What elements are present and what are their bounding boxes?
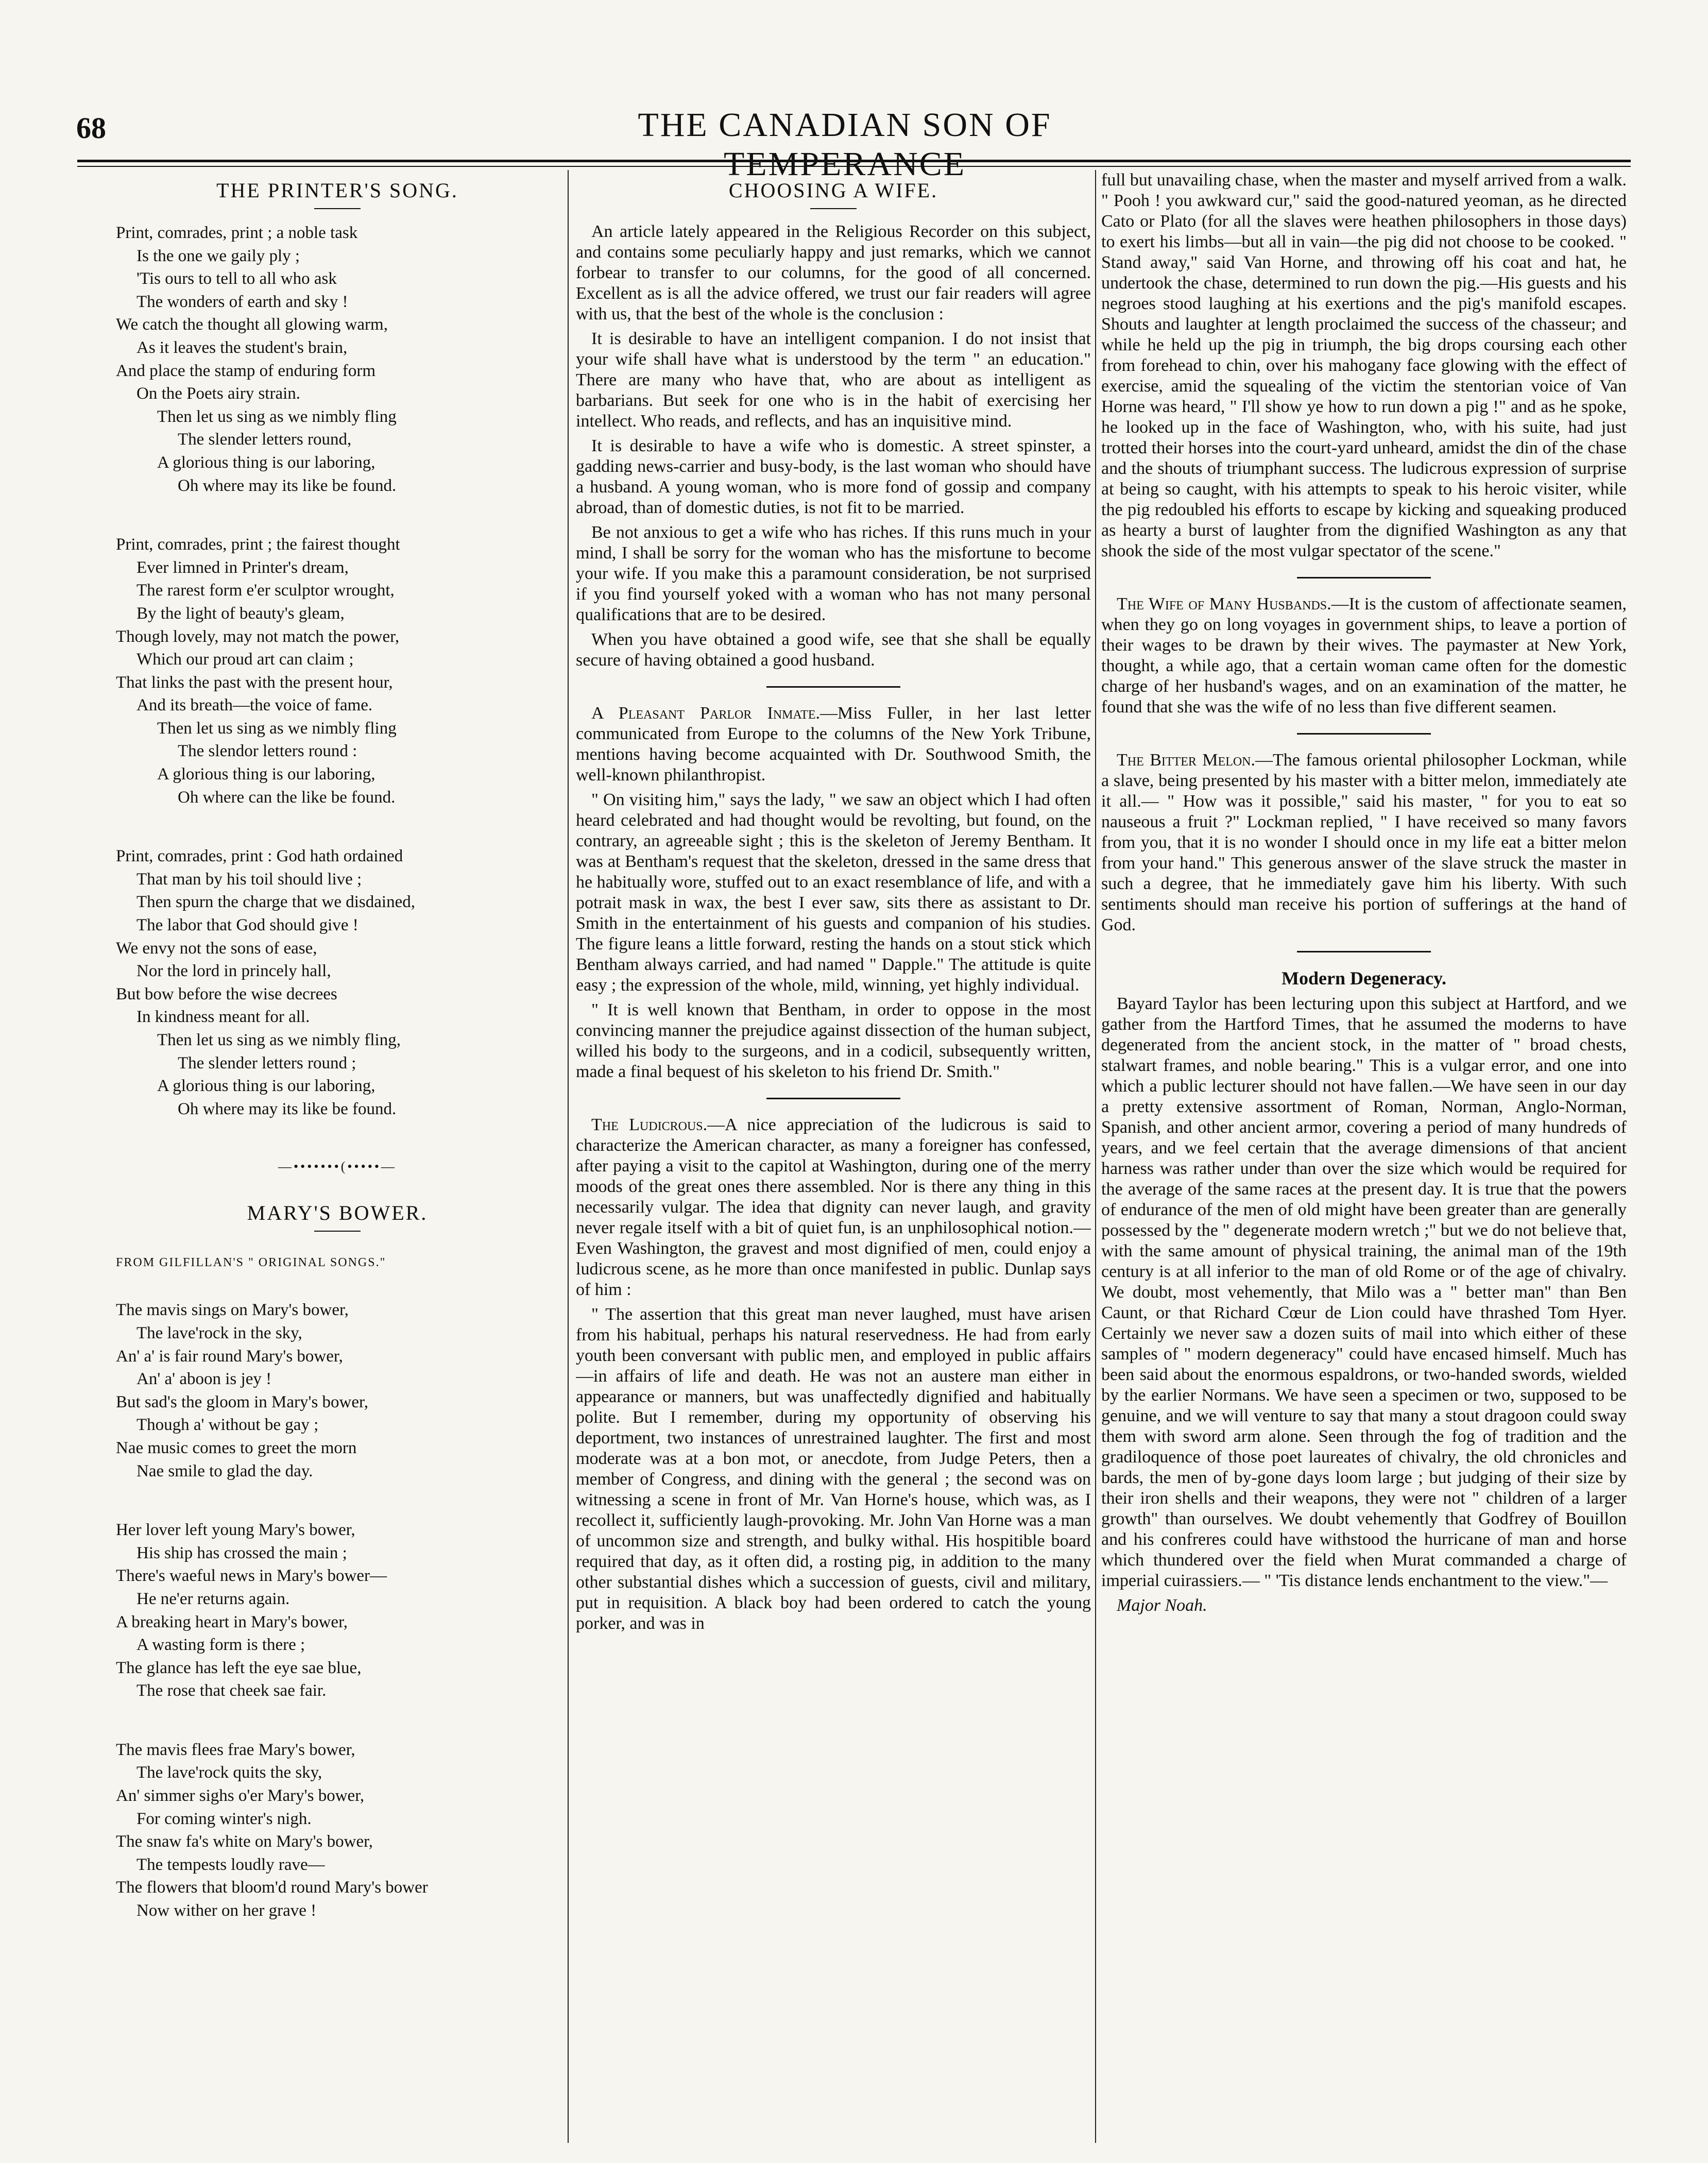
poem-line: Though lovely, may not match the power,: [116, 627, 400, 646]
runin-heading: A Pleasant Parlor Inmate.: [591, 704, 820, 723]
poem-line: And its breath—the voice of fame.: [136, 696, 373, 715]
poem-line: A glorious thing is our laboring,: [157, 765, 375, 784]
poem-line: Nae music comes to greet the morn: [116, 1438, 357, 1457]
poem-line: There's waeful news in Mary's bower—: [116, 1566, 387, 1586]
poem-line: The slender letters round,: [178, 430, 352, 449]
poem-line: Print, comrades, print ; the fairest thought: [116, 535, 400, 554]
article-paragraph: " On visiting him," says the lady, " we saw an object which I had often heard celebrated and had thought would be revolting, but found, on the contrary, an agreeable sight ; this is the skeleton of Jeremy Bentham. It was at Bentham's request that the skeleton, dressed in the same dress that he habitually wore, stuffed out to an exact resemblance of life, and with a potrait mask in wax, the best I ever saw, sits there as assistant to Dr. Smith in the entertainment of his guests and companion of his studies. The figure leans a little forward, resting the hands on a stout stick which Bentham always carried, and had named " Dapple." The attitude is quite easy ; the expression of the whole, mild, winning, yet highly individual.: [576, 790, 1091, 995]
poem-line: Oh where may its like be found.: [178, 476, 397, 495]
article-paragraph-ludicrous: [576, 1115, 1091, 1300]
poem-line: Though a' without be gay ;: [136, 1416, 319, 1435]
poem-line: The glance has left the eye sae blue,: [116, 1658, 362, 1677]
article-paragraph-continued: full but unavailing chase, when the master and myself arrived from a walk. " Pooh ! you awkward cur," said the good-natured yeoman, as he directed Cato or Plato (for all the slaves were heathen philosophers in those days) to exert his limbs—but all in vain—the pig did not choose to be cooked. " Stand away," said Van Horne, and throwing off his coat and hat, he undertook the chase, determined to run down the pig.—His guests and his negroes stood laughing at his exertions and the pig's manifold escapes. Shouts and laughter at length proclaimed the success of the chasseur; and while he held up the pig in triumph, the big drops coursing each other from forehead to chin, over his mahogany face glowing with the effect of exercise, amid the squealing of the victim the stentorian voice of Van Horne was heard, " I'll show ye how to run down a pig !" and as he spoke, he looked up in the face of Washington, who, with his suite, had just trotted their horses into the court-yard unheard, amidst the din of the chase and the shouts of triumphant success. The ludicrous expression of surprise at being so caught, with his attempts to speak to his heroic visiter, while the pig redoubled his efforts to escape by kicking and squeaking produced as hearty a burst of laughter from the dignified Washington as any that shook the side of the most vulgar spectator of the scene.": [1101, 171, 1627, 560]
poem-line: Her lover left young Mary's bower,: [116, 1521, 355, 1540]
poem-line: For coming winter's nigh.: [136, 1809, 312, 1828]
page-header: [0, 100, 1708, 183]
poem-stanza: [116, 845, 559, 1120]
article-paragraph: Be not anxious to get a wife who has riches. If this runs much in your mind, I shall be sorry for the woman who has the misfortune to become your wife. If you make this a paramount consideration, be not surprised if you find yourself yoked with a woman who has not many personal qualifications that are to be desired.: [576, 523, 1091, 624]
article-paragraph: An article lately appeared in the Religious Recorder on this subject, and contains some peculiarly happy and just remarks, which we cannot forbear to transfer to our columns, for the good of all concerned. Excellent as is all the advice offered, we trust our fair readers will agree with us, that the best of the whole is the conclusion :: [576, 222, 1091, 323]
poem-line: The slendor letters round :: [178, 742, 357, 761]
poem-stanza: [116, 1739, 559, 1922]
header-rule: [77, 160, 1631, 162]
title-dash: [810, 208, 857, 209]
poem-attribution: FROM GILFILLAN'S " ORIGINAL SONGS.": [116, 1256, 386, 1270]
masthead-title: THE CANADIAN SON OF TEMPERANCE: [638, 106, 1052, 183]
runin-heading: The Ludicrous.: [591, 1115, 708, 1134]
article-title-modern-degeneracy: Modern Degeneracy.: [1282, 968, 1446, 989]
poem-title-printers-song: THE PRINTER'S SONG.: [216, 179, 458, 202]
article-paragraph: It is desirable to have a wife who is domestic. A street spinster, a gadding news-carrier and busy-body, is the last woman who should have a husband. A young woman, who is more fond of gossip and company abroad, than of domestic duties, is not fit to be married.: [576, 436, 1091, 517]
poem-line: But bow before the wise decrees: [116, 984, 337, 1003]
page-number: 68: [76, 111, 106, 145]
section-rule: [1297, 951, 1431, 952]
poem-line: A wasting form is there ;: [136, 1636, 305, 1655]
poem-line: We catch the thought all glowing warm,: [116, 315, 388, 334]
poem-line: The lave'rock quits the sky,: [136, 1763, 322, 1782]
poem-line: An' a' aboon is jey !: [136, 1370, 272, 1389]
poem-title-marys-bower: MARY'S BOWER.: [247, 1201, 428, 1225]
poem-line: In kindness meant for all.: [136, 1008, 310, 1027]
poem-line: The snaw fa's white on Mary's bower,: [116, 1832, 373, 1851]
poem-line: But sad's the gloom in Mary's bower,: [116, 1392, 368, 1411]
poem-line: The wonders of earth and sky !: [136, 292, 348, 311]
column-divider: [568, 170, 569, 2143]
paragraph-text: —A nice appreciation of the ludicrous is said to characterize the American character, as many a foreigner has confessed, after paying a visit to the capitol at Washington, during one of the merry moods of the great ones there assembled. Nor is there any thing in this necessarily vulgar. The idea that dignity can never laugh, and gravity never regale itself with a bit of quiet fun, is an unphilosophical notion.—Even Washington, the gravest and most dignified of men, could enjoy a ludicrous scene, as he more than once manifested in public. Dunlap says of him :: [576, 1115, 1091, 1299]
poem-line: An' simmer sighs o'er Mary's bower,: [116, 1786, 365, 1806]
poem-stanza: [116, 1299, 559, 1483]
poem-line: That links the past with the present hour,: [116, 673, 393, 692]
poem-line: A breaking heart in Mary's bower,: [116, 1612, 348, 1631]
paragraph-text: —It is the custom of affectionate seamen, when they go on long voyages in government ships, to leave a portion of their wages to be drawn by their wives. The paymaster at New York, thought, a while ago, that a certain woman came often for the domestic charge of her husband's wages, and on an examination of the matter, he found that she was the wife of no less than five different seamen.: [1101, 594, 1627, 717]
poem-line: The slender letters round ;: [178, 1053, 356, 1072]
title-dash: [314, 208, 361, 209]
poem-stanza: [116, 533, 559, 809]
ornamental-divider: —•••••••(•••••—: [278, 1159, 397, 1174]
poem-line: By the light of beauty's gleam,: [136, 604, 345, 623]
poem-line: Nor the lord in princely hall,: [136, 962, 331, 981]
poem-line: Then let us sing as we nimbly fling,: [157, 1031, 401, 1049]
poem-line: The mavis flees frae Mary's bower,: [116, 1740, 355, 1759]
printers-song-body: [116, 222, 559, 1120]
paragraph-text: —The famous oriental philosopher Lockman, while a slave, being presented by his master with a bitter melon, immediately ate it all.— " How was it possible," said his master, " for you to eat so nauseous a fruit ?" Lockman replied, " I have received so many favors from you, that it is no wonder I should once in my life eat a bitter melon from your hand." This generous answer of the slave struck the master in such a degree, that he immediately gave him his liberty. With such sentiments should man receive his portion of sufferings at the hand of God.: [1101, 751, 1627, 934]
paragraph-text: —Miss Fuller, in her last letter communicated from Europe to the columns of the New York Tribune, mentions having become acquainted with Dr. Southwood Smith, the well-known philanthropist.: [576, 704, 1091, 785]
poem-line: As it leaves the student's brain,: [136, 338, 348, 357]
poem-line: The tempests loudly rave—: [136, 1855, 325, 1874]
column-middle: [576, 170, 1091, 2143]
article-paragraph: Bayard Taylor has been lecturing upon this subject at Hartford, and we gather from the Hartford Times, that he assumed the moderns to have degenerated from the ancient stock, in the matter of " broad chests, stalwart frames, and noble bearing." This is a vulgar error, and one into which a public lecturer should not have fallen.—We have seen in our day a pretty extensive assortment of Roman, Norman, Anglo-Norman, Spanish, and other ancient armor, covering a period of many hundreds of years, and we feel certain that the average dimensions of that ancient harness was rather under than over the size which would be required for the average of the same races at the present day. It is true that the powers of endurance of the men of old might have been greater than are generally possessed by the " degenerate modern wretch ;" but we do not believe that, with the same amount of physical training, the animal man of the 19th century is at all inferior to the man of old Rome or of the age of chivalry. We doubt, most vehemently, that Milo was a " better man" than Ben Caunt, or that Richard Cœur de Lion could have thrashed Tom Hyer. Certainly we never saw a dozen suits of mail into which either of these samples of " modern degeneracy" could have encased himself. Much has been said about the enormous espaldrons, or two-handed swords, wielded by the earlier Normans. We have seen a specimen or two, supposed to be genuine, and we will venture to say that many a stout dragoon could sway them with sword arm alone. Seen through the fog of tradition and the gradiloquence of those poet laureates of chivalry, the old chronicles and bards, the men of by-gone days loom large ; but judging of their size by their iron shells and their weapons, they were not " children of a larger growth" than ourselves. We doubt vehemently that Godfrey of Bouillon and his confreres could have withstood the hurricane of man and horse which thundered over the field when Murat commanded a charge of imperial cuirassiers.— " 'Tis distance lends enchantment to the view."—: [1101, 994, 1627, 1590]
poem-line: A glorious thing is our laboring,: [157, 1077, 375, 1096]
poem-line: Ever limned in Printer's dream,: [136, 558, 349, 577]
section-rule: [1297, 577, 1431, 578]
poem-line: Now wither on her grave !: [136, 1901, 317, 1920]
poem-line: The flowers that bloom'd round Mary's bower: [116, 1878, 428, 1897]
poem-line: Then spurn the charge that we disdained,: [136, 893, 415, 912]
runin-heading: The Bitter Melon.: [1117, 751, 1256, 770]
article-paragraph: It is desirable to have an intelligent companion. I do not insist that your wife shall have what is understood by the term " an education." There are many who have that, who are about as intelligent as barbarians. But seek for one who is in the habit of exercising her intellect. Who reads, and reflects, and has an inquisitive mind.: [576, 329, 1091, 431]
poem-line: The lave'rock in the sky,: [136, 1323, 302, 1342]
title-dash: [314, 1231, 361, 1232]
header-rule-thin: [77, 166, 1631, 167]
section-rule: [766, 1098, 900, 1099]
article-paragraph-bitter-melon: [1101, 750, 1627, 935]
poem-line: Oh where can the like be found.: [178, 788, 396, 807]
poem-line: On the Poets airy strain.: [136, 384, 301, 403]
poem-line: Oh where may its like be found.: [178, 1099, 397, 1118]
poem-line: The labor that God should give !: [136, 916, 358, 935]
poem-stanza: [116, 1519, 559, 1702]
poem-line: Then let us sing as we nimbly fling: [157, 719, 397, 738]
poem-line: Print, comrades, print : God hath ordained: [116, 847, 403, 866]
column-divider: [1095, 170, 1096, 2143]
poem-line: The rarest form e'er sculptor wrought,: [136, 581, 395, 600]
section-rule: [1297, 733, 1431, 735]
poem-line: Is the one we gaily ply ;: [136, 246, 300, 265]
poem-line: He ne'er returns again.: [136, 1589, 290, 1608]
article-signature: Major Noah.: [1117, 1596, 1207, 1615]
column-right: [1101, 170, 1627, 2143]
poem-line: His ship has crossed the main ;: [136, 1543, 347, 1562]
article-paragraph: When you have obtained a good wife, see that she shall be equally secure of having obtained a good husband.: [576, 630, 1091, 670]
poem-line: A glorious thing is our laboring,: [157, 453, 375, 472]
poem-line: We envy not the sons of ease,: [116, 939, 317, 958]
poem-line: The mavis sings on Mary's bower,: [116, 1301, 349, 1320]
article-paragraph-parlor-inmate: [576, 703, 1091, 786]
poem-line: 'Tis ours to tell to all who ask: [136, 269, 337, 288]
poem-line: The rose that cheek sae fair.: [136, 1681, 327, 1700]
runin-heading: The Wife of Many Husbands.: [1117, 594, 1331, 614]
poem-line: Then let us sing as we nimbly fling: [157, 407, 397, 426]
article-title-choosing-a-wife: CHOOSING A WIFE.: [728, 179, 938, 202]
poem-stanza: [116, 222, 559, 497]
marys-bower-body: [116, 1299, 559, 1922]
column-poems: [116, 170, 559, 2143]
poem-line: Which our proud art can claim ;: [136, 650, 354, 669]
article-paragraph-quote: " The assertion that this great man never laughed, must have arisen from his habitual, perhaps his natural reservedness. He had from early youth been conversant with public men, and employed in public affairs—in affairs of life and death. He was not an austere man either in appearance or manners, but was unaffectedly dignified and habitually polite. But I remember, during my opportunity of observing his deportment, two instances of unrestrained laughter. The first and most moderate was at a bon mot, or anecdote, from Judge Peters, then a member of Congress, and dining with the general ; the second was on witnessing a scene in front of Mr. Van Horne's house, which was, as I recollect it, sufficiently laugh-provoking. Mr. John Van Horne was a man of uncommon size and strength, and bulky withal. His hospitible board required that day, as it often did, a rosting pig, in addition to the many other substantial dishes which a succession of guests, civil and military, put in requisition. A black boy had been ordered to catch the young porker, and was in: [576, 1305, 1091, 1633]
poem-line: An' a' is fair round Mary's bower,: [116, 1347, 343, 1366]
section-rule: [766, 686, 900, 688]
poem-line: And place the stamp of enduring form: [116, 361, 376, 380]
poem-line: Nae smile to glad the day.: [136, 1461, 313, 1480]
article-paragraph-wife-many-husbands: [1101, 594, 1627, 718]
poem-line: Print, comrades, print ; a noble task: [116, 224, 358, 242]
article-paragraph: " It is well known that Bentham, in order to oppose in the most convincing manner the prejudice against dissection of the human subject, willed his body to the surgeons, and in a codicil, subsequently written, made a final bequest of his skeleton to his friend Dr. Smith.": [576, 1000, 1091, 1081]
poem-line: That man by his toil should live ;: [136, 870, 362, 889]
